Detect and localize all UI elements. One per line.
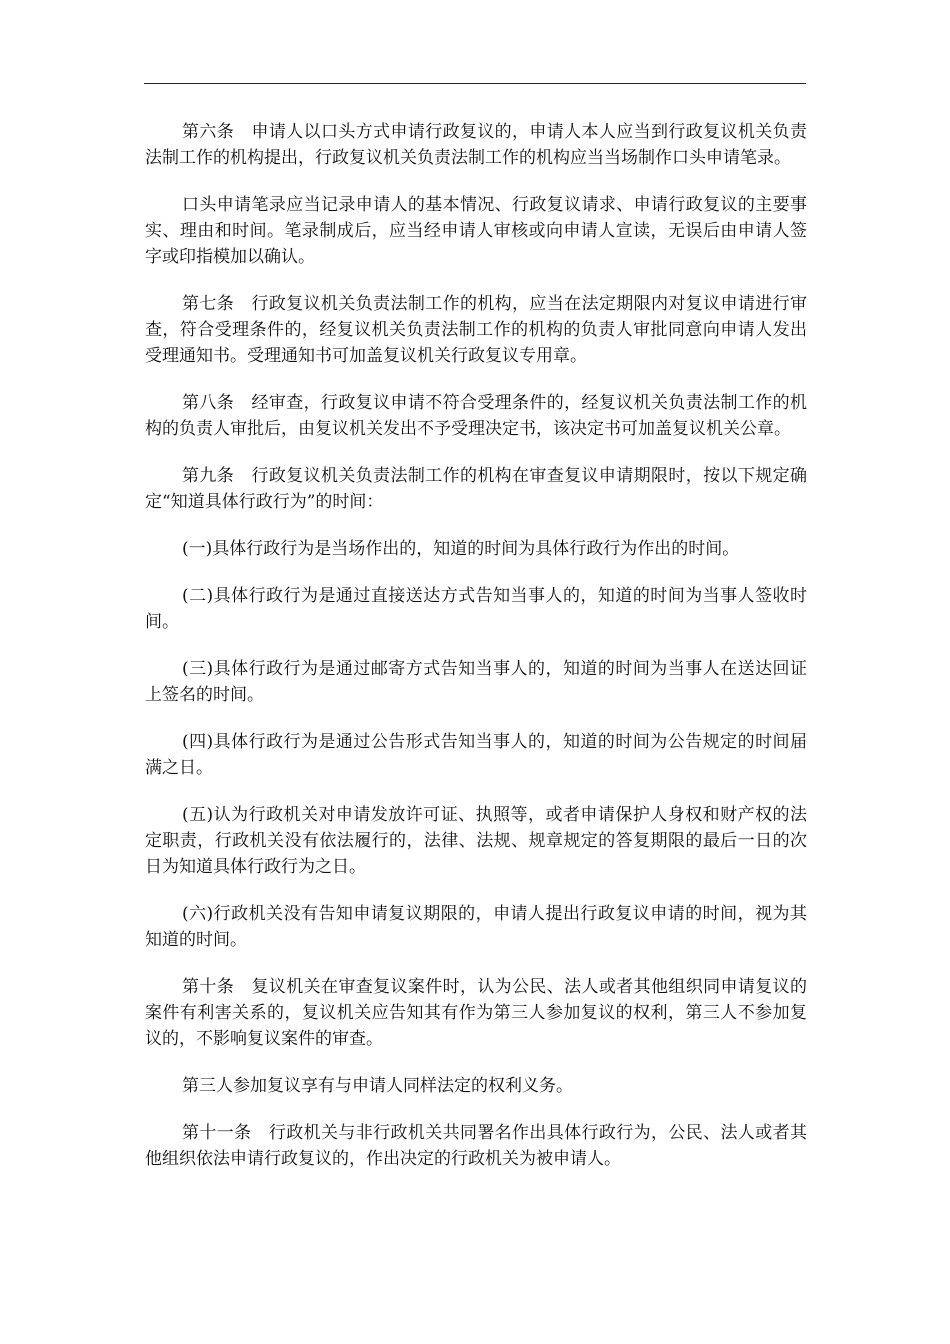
paragraph-item-3: (三)具体行政行为是通过邮寄方式告知当事人的，知道的时间为当事人在送达回证上签名的时间。 (145, 659, 807, 705)
paragraph-item-4: (四)具体行政行为是通过公告形式告知当事人的，知道的时间为公告规定的时间届满之日。 (145, 732, 807, 778)
paragraph-article-10: 第十条 复议机关在审查复议案件时，认为公民、法人或者其他组织同申请复议的案件有利害关系的，复议机关应告知其有作为第三人参加复议的权利，第三人不参加复议的，不影响复议案件的审查。 (145, 977, 807, 1049)
paragraph-article-11: 第十一条 行政机关与非行政机关共同署名作出具体行政行为，公民、法人或者其他组织依法申请行政复议的，作出决定的行政机关为被申请人。 (145, 1123, 807, 1169)
paragraph-article-9: 第九条 行政复议机关负责法制工作的机构在审查复议申请期限时，按以下规定确定“知道具体行政行为”的时间： (145, 466, 807, 512)
paragraph-article-8: 第八条 经审查，行政复议申请不符合受理条件的，经复议机关负责法制工作的机构的负责人审批后，由复议机关发出不予受理决定书，该决定书可加盖复议机关公章。 (145, 393, 807, 439)
paragraph-item-1: (一)具体行政行为是当场作出的，知道的时间为具体行政行为作出的时间。 (182, 539, 740, 559)
paragraph-item-2: (二)具体行政行为是通过直接送达方式告知当事人的，知道的时间为当事人签收时间。 (145, 586, 807, 632)
paragraph-article-6: 第六条 申请人以口头方式申请行政复议的，申请人本人应当到行政复议机关负责法制工作的机构提出，行政复议机关负责法制工作的机构应当当场制作口头申请笔录。 (145, 122, 807, 168)
paragraph-item-5: (五)认为行政机关对申请发放许可证、执照等，或者申请保护人身权和财产权的法定职责，行政机关没有依法履行的，法律、法规、规章规定的答复期限的最后一日的次日为知道具体行政行为之日。 (145, 805, 807, 877)
paragraph-third-party: 第三人参加复议享有与申请人同样法定的权利义务。 (182, 1076, 573, 1096)
document-body (145, 119, 807, 1193)
header-rule (144, 83, 806, 84)
paragraph-article-7: 第七条 行政复议机关负责法制工作的机构，应当在法定期限内对复议申请进行审查，符合受理条件的，经复议机关负责法制工作的机构的负责人审批同意向申请人发出受理通知书。受理通知书可加盖复议机关行政复议专用章。 (145, 294, 807, 366)
paragraph-item-6: (六)行政机关没有告知申请复议期限的，申请人提出行政复议申请的时间，视为其知道的时间。 (145, 904, 807, 950)
paragraph-oral-record: 口头申请笔录应当记录申请人的基本情况、行政复议请求、申请行政复议的主要事实、理由和时间。笔录制成后，应当经申请人审核或向申请人宣读，无误后由申请人签字或印指模加以确认。 (145, 195, 807, 267)
